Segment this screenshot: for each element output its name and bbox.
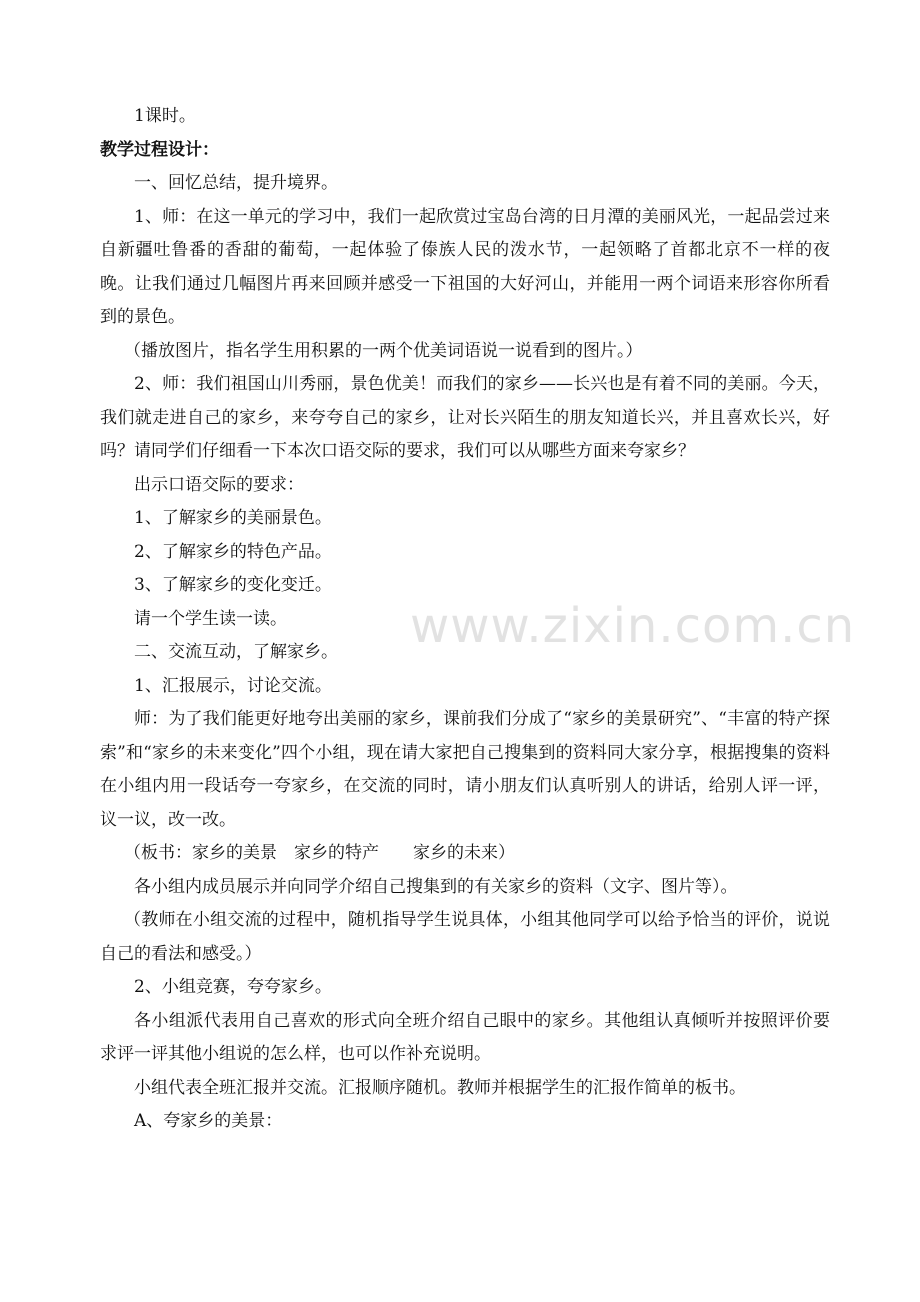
paragraph-group-contest: 2、小组竞赛，夸夸家乡。 [134, 977, 332, 997]
paragraph-show-pictures: （播放图片，指名学生用积累的一两个优美词语说一说看到的图片。） [124, 340, 643, 361]
requirement-item-1: 1、了解家乡的美丽景色。 [134, 508, 332, 528]
paragraph-teacher-guidance: （教师在小组交流的过程中，随机指导学生说具体，小组其他同学可以给予恰当的评价，说说自己的看法和感受。） [100, 910, 830, 964]
paragraph-class-report: 小组代表全班汇报并交流。汇报顺序随机。教师并根据学生的汇报作简单的板书。 [134, 1077, 746, 1098]
paragraph-interaction-title: 二、交流互动，了解家乡。 [134, 642, 338, 662]
paragraph-board-notes: （板书：家乡的美景 家乡的特产 家乡的未来） [124, 843, 515, 863]
requirement-item-2: 2、了解家乡的特色产品。 [134, 541, 332, 562]
paragraph-teacher-intro: 1、师：在这一单元的学习中，我们一起欣赏过宝岛台湾的日月潭的美丽风光，一起品尝过来自新疆吐鲁番的香甜的葡萄，一起体验了傣族人民的泼水节，一起领略了首都北京不一样的夜晚。让我们通过几幅图片再来回顾并感受一下祖国的大好河山，并能用一两个词语来形容你所看到的景色。 [100, 206, 830, 327]
paragraph-requirements-title: 出示口语交际的要求： [134, 474, 304, 495]
lesson-duration-line: 1课时。 [134, 106, 196, 126]
paragraph-group-sharing: 师：为了我们能更好地夸出美丽的家乡，课前我们分成了“家乡的美景研究”、“丰富的特产探索”和“家乡的未来变化”四个小组，现在请大家把自己搜集到的资料同大家分享，根据搜集的资料在小组内用一段话夸一夸家乡，在交流的同时，请小朋友们认真听别人的讲话，给别人评一评，议一议，改一改。 [100, 709, 830, 830]
document-body [100, 100, 830, 1139]
watermark: www.zixin.com.cn [410, 598, 856, 654]
paragraph-review-title: 一、回忆总结，提升境界。 [134, 173, 338, 193]
paragraph-report-discuss: 1、汇报展示，讨论交流。 [134, 675, 332, 696]
paragraph-scenery-praise: A、夸家乡的美景： [134, 1111, 283, 1131]
paragraph-representatives: 各小组派代表用自己喜欢的形式向全班介绍自己眼中的家乡。其他组认真倾听并按照评价要求评一评其他小组说的怎么样，也可以作补充说明。 [100, 1010, 830, 1064]
paragraph-read-aloud: 请一个学生读一读。 [134, 608, 287, 629]
paragraph-group-members: 各小组内成员展示并向同学介绍自己搜集到的有关家乡的资料（文字、图片等）。 [134, 876, 738, 897]
requirement-item-3: 3、了解家乡的变化变迁。 [134, 575, 332, 595]
section-heading: 教学过程设计： [100, 139, 219, 160]
paragraph-hometown-intro: 2、师：我们祖国山川秀丽，景色优美！而我们的家乡——长兴也是有着不同的美丽。今天，我们就走进自己的家乡，来夸夸自己的家乡，让对长兴陌生的朋友知道长兴，并且喜欢长兴，好吗？请同学们仔细看一下本次口语交际的要求，我们可以从哪些方面来夸家乡？ [100, 374, 830, 461]
